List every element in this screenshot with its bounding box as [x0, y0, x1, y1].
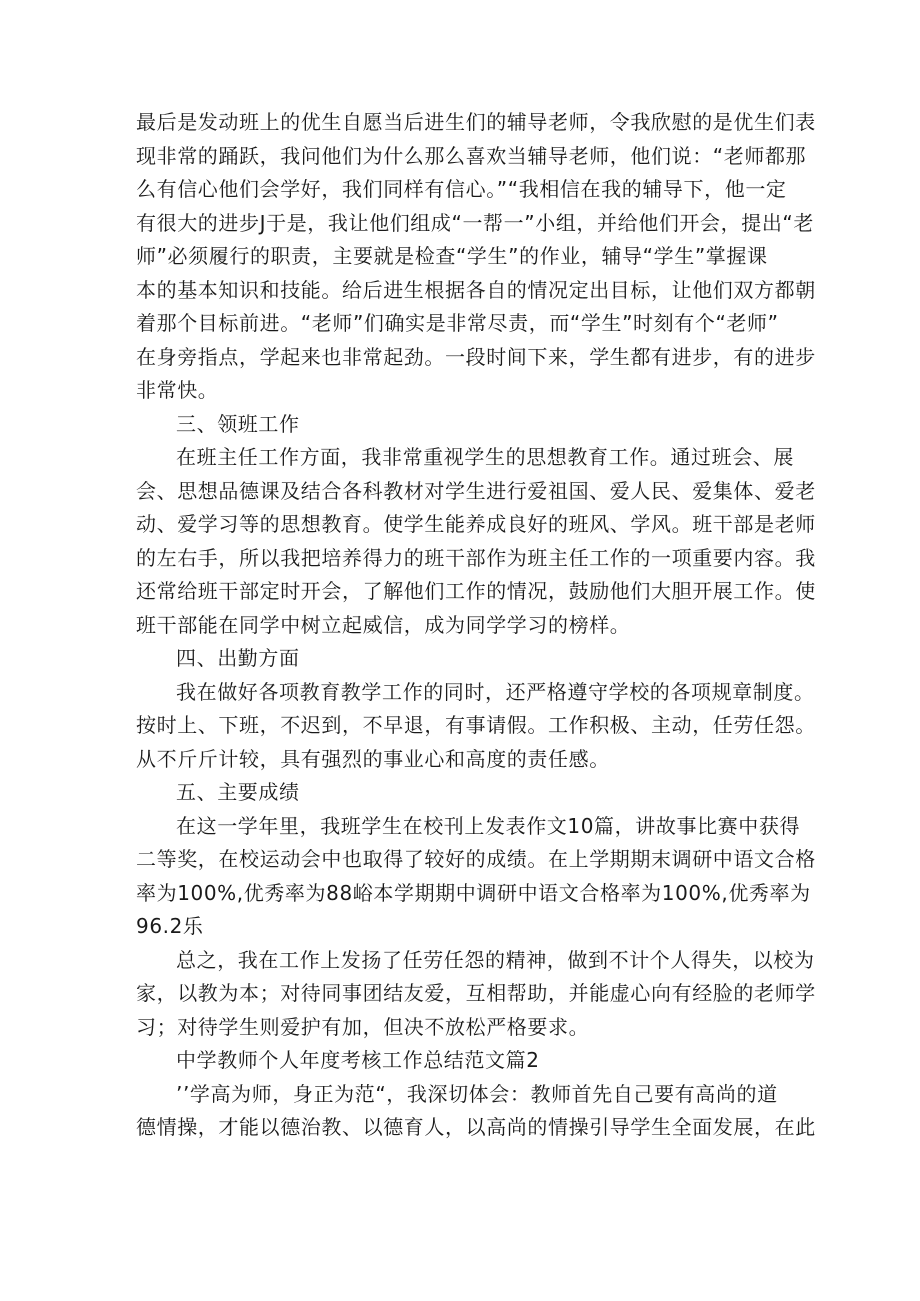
text-line: 按时上、下班，不迟到，不早退，有事请假。工作积极、主动，任劳任怨。 [136, 713, 816, 737]
text-line: 率为100%,优秀率为88峪本学期期中调研中语文合格率为100%,优秀率为 [136, 880, 811, 905]
text-line: 的左右手，所以我把培养得力的班干部作为班主任工作的一项重要内容。我 [136, 545, 816, 570]
text-line: ’’学高为师，身正为范“，我深切体会：教师首先自己要有高尚的道 [176, 1081, 778, 1106]
text-line: 有很大的进步J于是，我让他们组成“一帮一”小组，并给他们开会，提出“老 [136, 210, 814, 235]
text-line: 中学教师个人年度考核工作总结范文篇2 [176, 1048, 540, 1072]
document-body [136, 106, 816, 1145]
text-line: 四、出勤方面 [176, 646, 300, 670]
text-line: 家，以教为本；对待同事团结友爱，互相帮助，并能虚心向有经脸的老师学 [136, 981, 816, 1005]
text-line: 班干部能在同学中树立起威信，成为同学学习的榜样。 [136, 612, 631, 637]
text-line: 现非常的踊跃，我问他们为什么那么喜欢当辅导老师，他们说：“老师都那 [136, 143, 807, 168]
text-line: 会、思想品德课及结合各科教材对学生进行爱祖国、爱人民、爱集体、爱老 [136, 478, 816, 503]
text-line: 在这一学年里，我班学生在校刊上发表作文10篇，讲故事比赛中获得 [176, 813, 801, 838]
text-line: 习；对待学生则爱护有加，但决不放松严格要求。 [136, 1014, 590, 1039]
text-line: 96.2乐 [136, 914, 204, 938]
text-line: 非常快。 [136, 378, 219, 402]
text-line: 在班主任工作方面，我非常重视学生的思想教育工作。通过班会、展 [176, 445, 794, 469]
text-line: 从不斤斤计较，具有强烈的事业心和高度的责任感。 [136, 746, 610, 771]
text-line: 本的基本知识和技能。给后进生根据各自的情况定出目标，让他们双方都朝 [136, 277, 816, 302]
text-line: 还常给班干部定时开会，了解他们工作的情况，鼓励他们大胆开展工作。使 [136, 579, 816, 603]
text-line: 动、爱学习等的思想教育。使学生能养成良好的班风、学风。班干部是老师 [136, 512, 816, 536]
text-line: 在身旁指点，学起来也非常起劲。一段时间下来，学生都有进步，有的进步 [136, 344, 816, 369]
text-line: 师”必须履行的职责，主要就是检查“学生”的作业，辅导“学生”掌握课 [136, 244, 768, 268]
text-line: 总之，我在工作上发扬了任劳任怨的精神，做到不计个人得失，以校为 [176, 947, 815, 972]
text-line: 么有信心他们会学好，我们同样有信心。”“我相信在我的辅导下，他一定 [136, 177, 787, 201]
text-line: 五、主要成绩 [176, 780, 300, 804]
text-line: 着那个目标前进。“老师”们确实是非常尽责，而“学生”时刻有个“老师” [136, 311, 779, 335]
text-line: 最后是发动班上的优生自愿当后进生们的辅导老师，令我欣慰的是优生们表 [136, 110, 816, 134]
text-line: 德情操，才能以德治教、以德育人，以高尚的情操引导学生全面发展，在此 [136, 1115, 816, 1139]
text-line: 三、领班工作 [176, 411, 300, 436]
text-line: 二等奖，在校运动会中也取得了较好的成绩。在上学期期末调研中语文合格 [136, 847, 816, 871]
text-line: 我在做好各项教育教学工作的同时，还严格遵守学校的各项规章制度。 [176, 679, 815, 704]
